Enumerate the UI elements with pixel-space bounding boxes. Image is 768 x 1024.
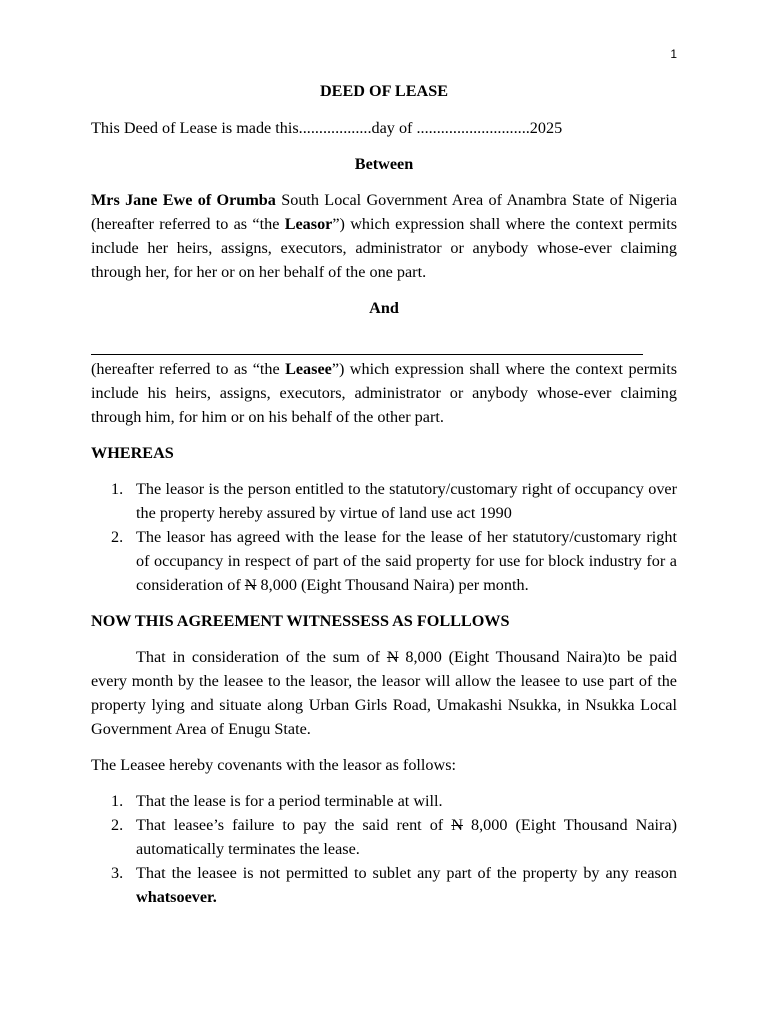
list-item (91, 789, 677, 813)
list-text: That the lease is for a period terminable at will. (136, 792, 443, 810)
lessee-text-1: (hereafter referred to as “the (91, 360, 286, 378)
consideration-text-2: 8,000 (Eight Thousand Naira)to be paid every month by the leasee to the leasor, the leasor will allow the leasee to use part of the property lying and situate along Urban Girls Road, Umakashi Nsukka, in Nsukka Local Government Area of Enugu State. (91, 648, 677, 738)
list-text: The leasor has agreed with the lease for the lease of her statutory/customary right of occupancy in respect of part of the said property for use for block industry for a consideration of (136, 528, 677, 594)
list-number: 2. (111, 816, 124, 834)
covenants-intro: The Leasee hereby covenants with the leasor as follows: (91, 756, 456, 774)
list-number: 1. (111, 792, 124, 810)
leasee-term: Leasee (285, 360, 332, 378)
list-text: The leasor is the person entitled to the statutory/customary right of occupancy over the property hereby assured by virtue of land use act 1990 (136, 480, 677, 522)
lessee-text-2: ”) which expression shall where the context permits include his heirs, assigns, executors, administrator or anybody whose-ever claiming through him, for him or on his behalf of the other part. (91, 360, 677, 426)
leasor-text-2: ”) which expression shall where the context permits include her heirs, assigns, executors, administrator or anybody whose-ever claiming through her, for her or on her behalf of the one part. (91, 215, 677, 281)
leasor-paragraph (91, 188, 677, 284)
intro-line: This Deed of Lease is made this..................day of ............................2025 (91, 119, 563, 137)
list-number: 2. (111, 528, 124, 546)
consideration-paragraph (91, 645, 677, 741)
naira-symbol: N (451, 816, 463, 834)
list-number: 1. (111, 480, 124, 498)
list-item (91, 525, 677, 597)
whereas-heading: WHEREAS (91, 444, 174, 462)
naira-symbol: N (244, 576, 257, 594)
document-body (91, 79, 677, 909)
list-text: 8,000 (Eight Thousand Naira) per month. (256, 576, 529, 594)
whereas-list (91, 477, 677, 597)
list-item (91, 861, 677, 909)
lessee-name-blank-line (91, 332, 643, 355)
and-heading: And (369, 299, 399, 317)
leasor-text-1: South Local Government Area of Anambra State of Nigeria (hereafter referred to as “the (91, 191, 678, 233)
list-item (91, 477, 677, 525)
between-heading: Between (354, 155, 414, 173)
lessee-paragraph (91, 357, 677, 429)
list-number: 3. (111, 864, 124, 882)
leasor-name: Mrs Jane Ewe of Orumba (91, 191, 276, 209)
list-text: 8,000 (Eight Thousand Naira) automatically terminates the lease. (136, 816, 677, 858)
consideration-text-1: That in consideration of the sum of (136, 648, 387, 666)
document-title: DEED OF LEASE (319, 82, 449, 100)
list-text-bold: whatsoever. (136, 888, 217, 906)
leasor-term: Leasor (284, 215, 333, 233)
naira-symbol: N (386, 648, 399, 666)
list-text: That leasee’s failure to pay the said rent of (136, 816, 452, 834)
list-item (91, 813, 677, 861)
list-text: That the leasee is not permitted to sublet any part of the property by any reason (136, 864, 677, 882)
page-number: 1 (670, 47, 677, 61)
witness-heading: NOW THIS AGREEMENT WITNESSESS AS FOLLLOWS (91, 612, 510, 630)
covenants-list (91, 789, 677, 909)
